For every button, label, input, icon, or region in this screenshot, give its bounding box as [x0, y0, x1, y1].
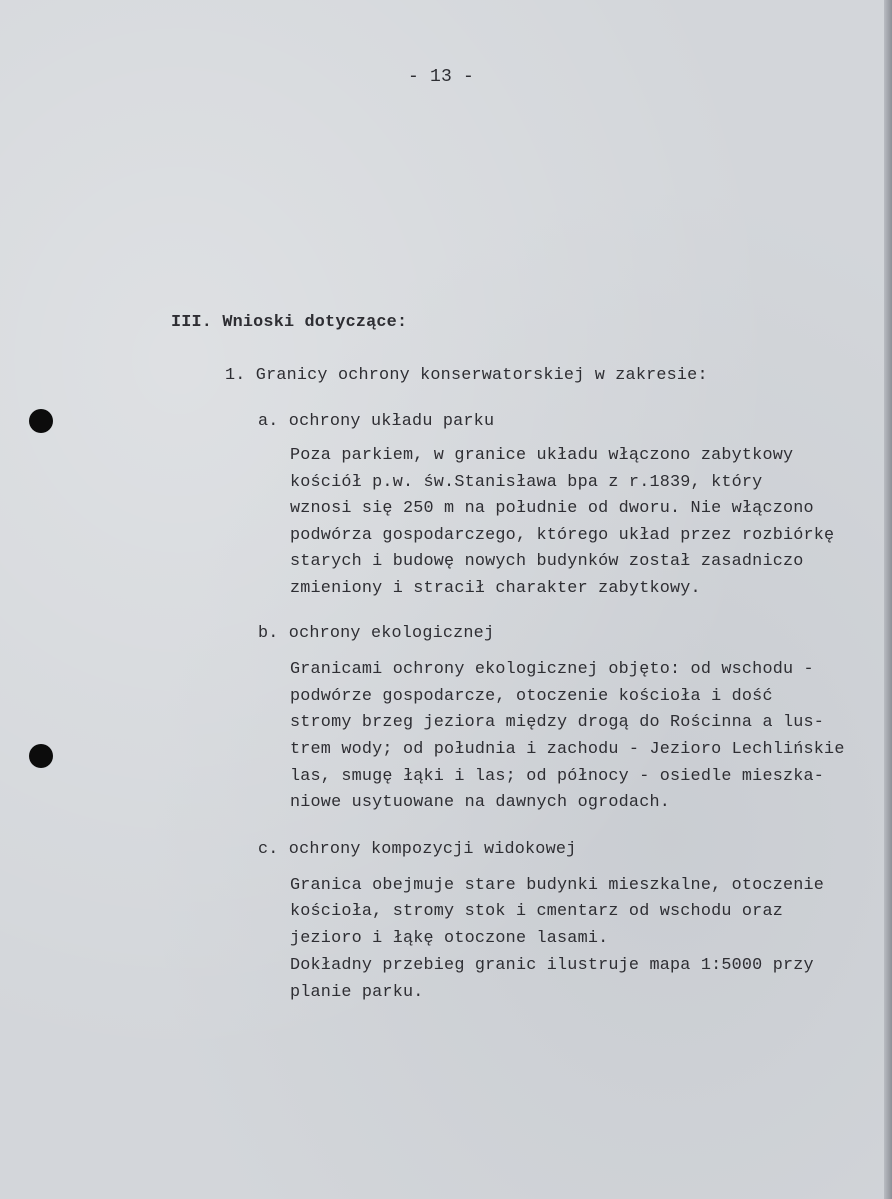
text-line: Granicami ochrony ekologicznej objęto: od wschodu -: [290, 660, 814, 679]
text-line: trem wody; od południa i zachodu - Jezioro Lechlińskie: [290, 740, 845, 759]
text-line: wznosi się 250 m na południe od dworu. Nie włączono: [290, 499, 814, 518]
item-heading: 1. Granicy ochrony konserwatorskiej w zakresie:: [225, 366, 708, 385]
text-line: las, smugę łąki i las; od północy - osiedle mieszka-: [290, 767, 825, 786]
punch-hole-bottom: [29, 744, 53, 768]
text-line: podwórza gospodarczego, którego układ przez rozbiórkę: [290, 526, 835, 545]
page-edge-shadow: [884, 0, 892, 1199]
text-line: stromy brzeg jeziora między drogą do Rościnna a lus-: [290, 713, 825, 732]
text-line: niowe usytuowane na dawnych ogrodach.: [290, 793, 671, 812]
text-line: podwórze gospodarcze, otoczenie kościoła i dość: [290, 687, 773, 706]
text-line: Granica obejmuje stare budynki mieszkalne, otoczenie: [290, 876, 825, 895]
text-line: kościoła, stromy stok i cmentarz od wschodu oraz: [290, 902, 783, 921]
punch-hole-top: [29, 409, 53, 433]
subsection-c-heading: c. ochrony kompozycji widokowej: [258, 840, 577, 859]
subsection-b-heading: b. ochrony ekologicznej: [258, 624, 495, 643]
page-number: - 13 -: [408, 67, 475, 87]
subsection-a-heading: a. ochrony układu parku: [258, 412, 495, 431]
text-line: Poza parkiem, w granice układu włączono zabytkowy: [290, 446, 794, 465]
text-line: Dokładny przebieg granic ilustruje mapa 1:5000 przy: [290, 956, 814, 975]
section-heading: III. Wnioski dotyczące:: [171, 313, 408, 332]
text-line: jezioro i łąkę otoczone lasami.: [290, 929, 609, 948]
text-line: kościół p.w. św.Stanisława bpa z r.1839, który: [290, 473, 763, 492]
text-line: planie parku.: [290, 983, 424, 1002]
text-line: zmieniony i stracił charakter zabytkowy.: [290, 579, 701, 598]
text-line: starych i budowę nowych budynków został zasadniczo: [290, 552, 804, 571]
